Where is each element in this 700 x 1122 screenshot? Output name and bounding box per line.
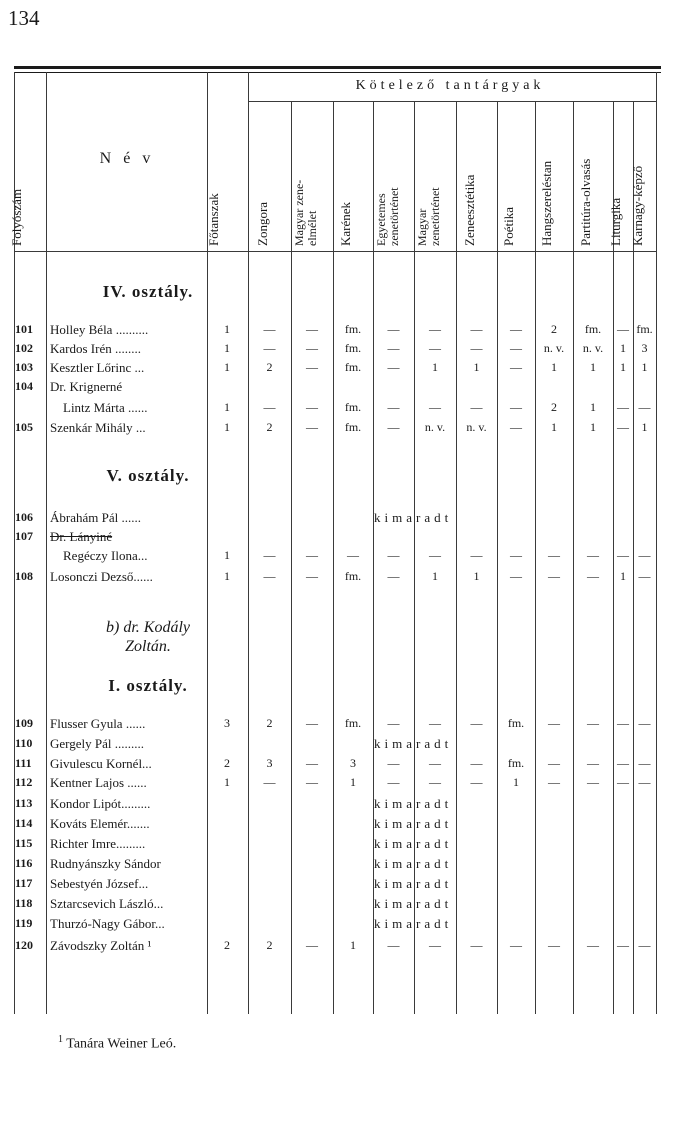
student-name: Holley Béla .......... [50, 322, 149, 337]
serial-number: 108 [15, 569, 33, 583]
grade-cell: — [347, 548, 359, 562]
grade-cell: — [306, 938, 318, 952]
grade-cell: 1 [590, 360, 596, 374]
subject-header-label-line2: zenetörténet [386, 187, 401, 246]
subject-header-label: Poétika [501, 207, 516, 246]
grade-cell: 1 [224, 548, 230, 562]
serial-number: 120 [15, 938, 33, 952]
dropped-out-label: kimaradt [374, 816, 453, 831]
grade-cell: — [617, 716, 629, 730]
grade-cell: — [638, 756, 651, 770]
serial-number: 109 [15, 716, 33, 730]
subject-header-label: Magyar [415, 208, 429, 246]
grade-cell: 1 [350, 775, 356, 789]
grade-cell: — [510, 938, 522, 952]
serial-number: 112 [15, 775, 33, 789]
grade-cell: — [429, 716, 441, 730]
table-row [0, 754, 660, 773]
student-name: Dr. Lányiné [50, 529, 113, 544]
grade-cell: — [470, 775, 483, 789]
footnote [58, 1034, 176, 1053]
grade-cell: — [638, 569, 651, 583]
grade-cell: — [548, 569, 560, 583]
student-name: Sebestyén József... [50, 876, 149, 891]
serial-number: 101 [15, 322, 33, 336]
subject-header-label: Egyetemes [373, 193, 388, 246]
grade-cell: — [548, 775, 560, 789]
grade-cell: — [429, 775, 441, 789]
grade-cell: — [510, 360, 522, 374]
grade-cell: 2 [224, 938, 230, 952]
grade-cell: 3 [350, 756, 356, 770]
dropped-out-label: kimaradt [374, 896, 453, 911]
student-name: Závodszky Zoltán ¹ [50, 938, 152, 953]
grade-cell: — [429, 548, 441, 562]
grade-cell: 3 [224, 716, 230, 730]
group-title: Kötelező tantárgyak [355, 78, 545, 93]
grade-cell: 1 [551, 420, 557, 434]
grade-cell: fm. [507, 756, 525, 770]
student-name: Szenkár Mihály ... [50, 420, 146, 435]
student-name: Givulescu Kornél... [50, 756, 152, 771]
grade-cell: 2 [266, 420, 273, 434]
serial-number: 114 [15, 816, 33, 830]
dropped-out-label: kimaradt [374, 796, 453, 811]
grade-cell: — [387, 341, 400, 355]
grade-cell: 1 [590, 400, 596, 414]
grade-cell: fm. [344, 341, 362, 355]
grade-cell: — [387, 322, 400, 336]
serial-header [9, 90, 47, 250]
subject-header [535, 104, 573, 250]
student-name: Kondor Lipót......... [50, 796, 151, 811]
grade-cell: 3 [641, 341, 648, 355]
grade-cell: — [387, 775, 400, 789]
grade-cell: — [510, 569, 522, 583]
table-row [0, 320, 660, 339]
grade-cell: 1 [641, 360, 648, 374]
student-name: Thurzó-Nagy Gábor... [50, 916, 165, 931]
student-name: Lintz Márta ...... [50, 400, 148, 415]
table-row [0, 339, 660, 358]
grade-cell: — [306, 420, 318, 434]
section-i: I. osztály. [108, 676, 188, 695]
student-name: Kentner Lajos ...... [50, 775, 147, 790]
serial-number: 102 [15, 341, 33, 355]
serial-number: 103 [15, 360, 33, 374]
subject-header [497, 104, 535, 250]
serial-number: 117 [15, 876, 33, 890]
subject-header-label: Partitúra-olvasás [578, 158, 593, 246]
grade-cell: — [470, 322, 483, 336]
grade-cell: — [617, 775, 629, 789]
dropped-out-label: kimaradt [374, 736, 453, 751]
student-name: Kardos Irén ........ [50, 341, 141, 356]
grade-cell: — [263, 341, 276, 355]
grade-cell: fm. [344, 420, 362, 434]
grade-cell: 1 [432, 569, 438, 583]
grade-cell: fm. [636, 322, 653, 336]
grade-cell: — [263, 569, 276, 583]
grade-cell: — [429, 322, 441, 336]
table-row [0, 527, 660, 546]
grade-cell: 2 [551, 322, 557, 336]
grade-cell: — [263, 775, 276, 789]
grade-cell: — [617, 756, 629, 770]
grade-cell: — [638, 938, 651, 952]
subject-header-label-line2: elmélet [305, 210, 319, 246]
table-row [0, 508, 660, 527]
subject-header [333, 104, 373, 250]
grade-cell: 1 [513, 775, 519, 789]
grade-cell: — [429, 341, 441, 355]
grade-cell: 1 [224, 420, 230, 434]
grade-cell: — [587, 775, 599, 789]
grade-cell: — [548, 938, 560, 952]
subject-header-label: Zongora [254, 201, 270, 246]
grade-cell: 1 [620, 360, 626, 374]
student-name: Rudnyánszky Sándor [50, 856, 161, 871]
top-rule-thick [14, 66, 661, 69]
student-name: Kováts Elemér....... [50, 816, 150, 831]
grade-cell: — [306, 360, 318, 374]
subject-header-label: Liturgika [608, 197, 623, 246]
grade-cell: — [387, 420, 400, 434]
subject-header [248, 104, 291, 250]
grade-cell: — [617, 322, 629, 336]
grade-cell: — [548, 756, 560, 770]
dropped-out-label: kimaradt [374, 916, 453, 931]
grade-cell: 1 [224, 400, 230, 414]
serial-number: 105 [15, 420, 33, 434]
table-row [0, 398, 660, 417]
subject-header [373, 104, 414, 250]
dropped-out-label: kimaradt [374, 510, 453, 525]
grade-cell: — [306, 716, 318, 730]
table-row [0, 773, 660, 792]
grade-cell: — [617, 938, 629, 952]
name-header: N é v [99, 150, 155, 167]
grade-cell: 1 [224, 322, 230, 336]
grade-cell: — [587, 716, 599, 730]
grade-cell: 2 [551, 400, 557, 414]
grade-cell: 3 [266, 756, 273, 770]
student-name: Richter Imre......... [50, 836, 146, 851]
subject-header-label: Hangszereléstan [539, 160, 554, 246]
subject-header-label: Karének [338, 201, 353, 246]
dropped-out-label: kimaradt [374, 856, 453, 871]
grade-cell: fm. [584, 322, 602, 336]
grade-cell: — [638, 400, 651, 414]
section-kodaly-line2: Zoltán. [125, 638, 171, 655]
grade-cell: — [587, 756, 599, 770]
grade-cell: fm. [344, 716, 362, 730]
grade-cell: n. v. [466, 420, 487, 434]
serial-number: 115 [15, 836, 33, 850]
grade-cell: 1 [224, 341, 230, 355]
footnote-text: Tanára Weiner Leó. [66, 1036, 177, 1052]
grade-cell: — [306, 756, 318, 770]
grade-cell: — [587, 569, 599, 583]
serial-number: 113 [15, 796, 33, 810]
grade-cell: — [306, 775, 318, 789]
grade-cell: 1 [473, 569, 480, 583]
grade-cell: — [263, 548, 276, 562]
grade-cell: — [306, 341, 318, 355]
table-row [0, 567, 660, 586]
grade-cell: — [617, 420, 629, 434]
serial-header-label: Folyószám [9, 188, 24, 246]
section-kodaly-line1: b) dr. Kodály [106, 619, 190, 636]
table-row [0, 794, 660, 813]
grade-cell: — [470, 548, 483, 562]
grade-cell: — [387, 569, 400, 583]
grade-cell: 1 [551, 360, 557, 374]
student-name: Flusser Gyula ...... [50, 716, 146, 731]
grade-cell: — [510, 400, 522, 414]
student-name: Losonczi Dezső...... [50, 569, 153, 584]
grade-cell: — [510, 341, 522, 355]
serial-number: 119 [15, 916, 33, 930]
grade-cell: — [429, 938, 441, 952]
grade-cell: — [429, 400, 441, 414]
footnote-mark: 1 [58, 1034, 63, 1045]
student-name: Sztarcsevich László... [50, 896, 164, 911]
grade-cell: — [306, 322, 318, 336]
grade-cell: — [387, 756, 400, 770]
grade-cell: — [617, 548, 629, 562]
grade-cell: 1 [224, 360, 230, 374]
table-row [0, 418, 660, 437]
grade-cell: 1 [432, 360, 438, 374]
grade-cell: — [470, 756, 483, 770]
grade-cell: fm. [344, 322, 362, 336]
table-row [0, 734, 660, 753]
grade-cell: n. v. [543, 341, 565, 355]
student-name: Dr. Krignerné [50, 379, 123, 394]
student-name: Gergely Pál ......... [50, 736, 144, 751]
grade-cell: 1 [620, 341, 626, 355]
serial-number: 118 [15, 896, 33, 910]
subject-header [456, 104, 497, 250]
table-row [0, 377, 660, 396]
table-row [0, 358, 660, 377]
top-rule-thin [14, 72, 661, 73]
grade-cell: fm. [344, 400, 362, 414]
grade-cell: — [387, 716, 400, 730]
subject-header-label: Magyar zene- [292, 179, 306, 246]
section-v: V. osztály. [106, 466, 190, 485]
grade-cell: 2 [266, 938, 273, 952]
grade-cell: — [306, 569, 318, 583]
subject-header-label: Zeneesztétika [461, 174, 477, 246]
grade-cell: — [638, 548, 651, 562]
student-name: Kesztler Lőrinc ... [50, 360, 145, 375]
grade-cell: — [306, 400, 318, 414]
main-subject-header [208, 90, 248, 250]
page-number: 134 [8, 6, 40, 30]
table-row [0, 834, 660, 853]
grade-cell: — [638, 716, 651, 730]
grade-cell: 1 [224, 569, 230, 583]
dropped-out-label: kimaradt [374, 876, 453, 891]
grade-cell: fm. [507, 716, 525, 730]
main-subject-label: Főtanszak [206, 193, 221, 246]
table-row [0, 894, 660, 913]
grade-cell: — [263, 322, 276, 336]
serial-number: 104 [15, 379, 33, 393]
subject-header-label: Karnagy-képző [629, 165, 645, 246]
table-row [0, 714, 660, 733]
grade-cell: — [263, 400, 276, 414]
grade-cell: — [617, 400, 629, 414]
grade-cell: — [587, 938, 599, 952]
section-iv: IV. osztály. [102, 282, 194, 301]
grade-cell: — [387, 400, 400, 414]
table-row [0, 854, 660, 873]
grade-cell: — [510, 548, 522, 562]
serial-number: 110 [15, 736, 33, 750]
grade-cell: 2 [266, 716, 273, 730]
serial-number: 107 [15, 529, 33, 543]
grade-cell: — [387, 938, 400, 952]
grade-cell: 1 [350, 938, 356, 952]
grade-cell: — [387, 548, 400, 562]
grade-cell: — [548, 716, 560, 730]
serial-number: 106 [15, 510, 33, 524]
grade-cell: 1 [620, 569, 626, 583]
group-title-underline [248, 101, 656, 102]
subject-header [629, 104, 656, 250]
dropped-out-label: kimaradt [374, 836, 453, 851]
student-name: Regéczy Ilona... [50, 548, 148, 563]
grade-cell: — [387, 360, 400, 374]
grade-cell: — [510, 322, 522, 336]
table-row [0, 914, 660, 933]
grade-cell: 1 [473, 360, 480, 374]
student-name: Ábrahám Pál ...... [50, 510, 141, 525]
grade-cell: — [306, 548, 318, 562]
header-bottom-rule [14, 251, 656, 252]
grade-cell: — [587, 548, 599, 562]
grade-cell: — [470, 400, 483, 414]
grade-cell: n. v. [424, 420, 446, 434]
grade-cell: 2 [266, 360, 273, 374]
grade-cell: fm. [344, 360, 362, 374]
grade-cell: 1 [590, 420, 596, 434]
table-row [0, 546, 660, 565]
grade-cell: — [429, 756, 441, 770]
grade-cell: 1 [224, 775, 230, 789]
grade-cell: fm. [344, 569, 362, 583]
grade-cell: — [548, 548, 560, 562]
grade-cell: 2 [224, 756, 230, 770]
table-row [0, 936, 660, 955]
subject-header [414, 104, 456, 250]
grade-cell: — [470, 716, 483, 730]
subject-header [573, 104, 613, 250]
grade-cell: — [510, 420, 522, 434]
grade-cell: — [470, 938, 483, 952]
grade-cell: — [638, 775, 651, 789]
table-row [0, 814, 660, 833]
table-row [0, 874, 660, 893]
grade-cell: n. v. [582, 341, 604, 355]
grade-cell: 1 [641, 420, 648, 434]
serial-number: 116 [15, 856, 33, 870]
grade-cell: — [470, 341, 483, 355]
subject-header-label-line2: zenetörténet [428, 187, 442, 246]
serial-number: 111 [15, 756, 32, 770]
subject-header [291, 104, 333, 250]
